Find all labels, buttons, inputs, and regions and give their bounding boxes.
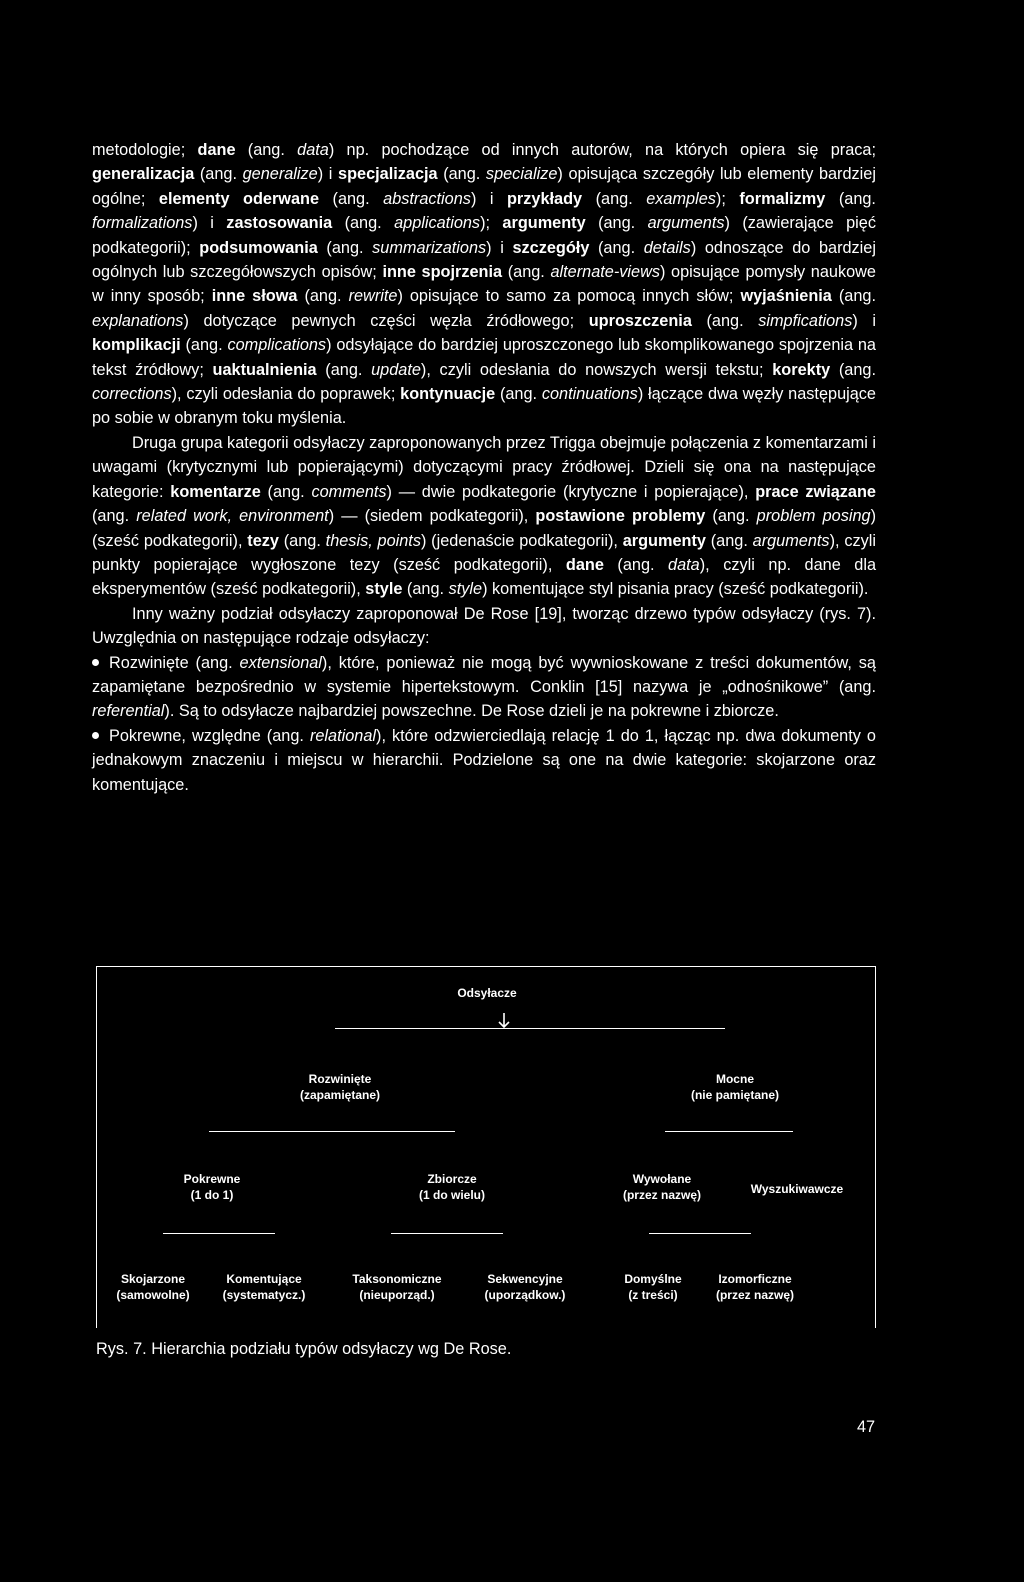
diagram-divider <box>649 1233 751 1234</box>
text-run: ) — (siedem podkategorii), <box>328 507 536 526</box>
text-run: ), czyli odesłania do poprawek; <box>171 385 401 404</box>
diagram-node-skojarzone <box>101 1271 205 1303</box>
term-english: summarizations <box>372 238 487 257</box>
diagram-root-node <box>397 985 577 1001</box>
term-english: related work, environment <box>136 507 329 526</box>
text-run: (ang. <box>316 360 372 379</box>
term-english: alternate-views <box>550 263 660 282</box>
text-run: ), czyli odesłania do nowszych wersji tekstu; <box>420 360 773 379</box>
bullet-dot-icon <box>92 732 99 739</box>
text-run: ) i <box>317 165 339 184</box>
text-run: ), które, ponieważ nie mogą być wywnioskowane z treści dokumentów, są zapamiętane bezpośrednio w systemie hipertekstowym. Conklin [15] nazywa je „odnośnikowe” (ang. <box>92 653 876 696</box>
diagram-node-domyslne <box>613 1271 693 1303</box>
term-bold: tezy <box>247 531 279 550</box>
diagram-node-sublabel: (zapamiętane) <box>299 1088 381 1102</box>
term-english: applications <box>394 214 481 233</box>
text-run: (ang. <box>260 482 312 501</box>
term-bold: argumenty <box>622 531 706 550</box>
term-bold: inne spojrzenia <box>382 263 503 282</box>
diagram-node-sublabel: (przez nazwę) <box>715 1288 794 1302</box>
term-bold: kontynuacje <box>400 385 496 404</box>
text-run: (ang. <box>705 507 757 526</box>
term-bold: przykłady <box>506 189 583 208</box>
diagram-divider <box>391 1233 503 1234</box>
text-run: metodologie; <box>92 141 198 159</box>
term-bold: prace związane <box>755 482 876 501</box>
diagram-node-label: Mocne <box>715 1072 754 1086</box>
bullet-dot-icon <box>92 659 99 666</box>
text-run: (ang. <box>585 214 648 233</box>
text-run: (ang. <box>319 189 384 208</box>
diagram-node-wywolane <box>597 1171 727 1203</box>
term-bold: generalizacja <box>92 165 195 184</box>
text-run: ) odnoszące do bardziej ogólnych lub szczegółowszych opisów; <box>92 238 876 282</box>
text-run: ), które odzwierciedlają relację 1 do 1, łącząc np. dwa dokumenty o jednakowym znaczeniu i miejscu w hierarchii. Podzielone są one na dwie kategorie: skojarzone oraz komentujące. <box>92 726 876 794</box>
text-run: Rozwinięte (ang. <box>109 653 240 672</box>
bullet-item <box>92 724 876 797</box>
text-run: ); <box>480 214 503 233</box>
text-run: (ang. <box>825 189 876 208</box>
diagram-node-label: Wywołane <box>632 1172 692 1186</box>
text-run: ) komentujące styl pisania pracy (sześć podkategorii). <box>482 580 869 599</box>
paragraph <box>92 431 876 602</box>
text-run: (ang. <box>830 360 876 379</box>
text-run: (ang. <box>831 287 876 306</box>
term-english: data <box>297 141 329 159</box>
term-bold: wyjaśnienia <box>740 287 832 306</box>
term-english: arguments <box>752 531 830 550</box>
text-run: (ang. <box>582 189 647 208</box>
term-english: formalizations <box>92 214 193 233</box>
diagram-node-sublabel: (z treści) <box>628 1288 678 1302</box>
term-bold: elementy oderwane <box>158 189 320 208</box>
figure-caption: Rys. 7. Hierarchia podziału typów odsyłaczy wg De Rose. <box>96 1340 512 1358</box>
term-english: continuations <box>541 385 638 404</box>
term-bold: style <box>365 580 403 599</box>
term-english: thesis, points <box>325 531 421 550</box>
text-run: ) i <box>470 189 507 208</box>
text-run: ) — dwie podkategorie (krytyczne i popierające), <box>386 482 756 501</box>
term-english: referential <box>92 702 165 721</box>
diagram-node-label: Taksonomiczne <box>352 1272 442 1286</box>
diagram-divider <box>163 1233 275 1234</box>
text-run: (ang. <box>402 580 449 599</box>
term-english: comments <box>311 482 387 501</box>
diagram-node-label: Odsyłacze <box>457 986 517 1000</box>
text-run: (ang. <box>705 531 753 550</box>
diagram-divider <box>335 1028 725 1029</box>
term-english: abstractions <box>383 189 471 208</box>
text-run: ) opisujące pomysły naukowe w inny sposób; <box>92 263 876 306</box>
term-bold: specjalizacja <box>338 165 438 184</box>
diagram-node-label: Wyszukiwawcze <box>750 1182 844 1196</box>
text-run: (ang. <box>317 238 373 257</box>
term-bold: uproszczenia <box>588 311 692 330</box>
term-english: rewrite <box>348 287 398 306</box>
diagram-node-zbiorcze <box>387 1171 517 1203</box>
diagram-node-sublabel: (1 do 1) <box>190 1188 234 1202</box>
diagram-node-sublabel: (1 do wielu) <box>419 1188 485 1202</box>
term-bold: korekty <box>772 360 831 379</box>
text-run: ) opisująca szczegóły lub elementy bardziej ogólne; <box>92 165 876 208</box>
term-bold: dane <box>565 555 604 574</box>
diagram-divider <box>209 1131 455 1132</box>
diagram-node-sublabel: (nieuporząd.) <box>359 1288 435 1302</box>
term-english: style <box>448 580 483 599</box>
term-english: extensional <box>239 653 322 672</box>
diagram-node-label: Zbiorcze <box>427 1172 477 1186</box>
term-bold: komplikacji <box>92 336 181 355</box>
text-run: ); <box>715 189 740 208</box>
diagram-node-label: Izomorficzne <box>718 1272 792 1286</box>
diagram-node-komentujace <box>205 1271 323 1303</box>
text-run: (ang. <box>495 385 542 404</box>
diagram-node-label: Skojarzone <box>120 1272 186 1286</box>
term-bold: inne słowa <box>211 287 298 306</box>
diagram-node-sublabel: (nie pamiętane) <box>690 1088 780 1102</box>
text-run: (ang. <box>235 141 298 159</box>
term-english: details <box>643 238 691 257</box>
term-english: specialize <box>485 165 558 184</box>
diagram-node-sublabel: (systematycz.) <box>222 1288 306 1302</box>
text-run: (ang. <box>278 531 326 550</box>
diagram-node-sublabel: (przez nazwę) <box>622 1188 701 1202</box>
diagram-node-rozwiniete <box>255 1071 425 1103</box>
diagram-node-pokrewne <box>147 1171 277 1203</box>
text-run: (ang. <box>437 165 486 184</box>
diagram-node-sublabel: (uporządkow.) <box>484 1288 566 1302</box>
text-run: ) np. pochodzące od innych autorów, na których opiera się praca; <box>328 141 876 159</box>
text-run: ) i <box>852 311 876 330</box>
diagram-node-taksonomiczne <box>337 1271 457 1303</box>
text-run: (ang. <box>194 165 243 184</box>
text-run: ) (jedenaście podkategorii), <box>420 531 623 550</box>
text-run: ) dotyczące pewnych części węzła źródłowego; <box>183 311 589 330</box>
term-bold: podsumowania <box>199 238 318 257</box>
diagram-node-label: Domyślne <box>624 1272 682 1286</box>
text-run: ), czyli np. dane dla eksperymentów (sześć podkategorii), <box>92 555 876 599</box>
term-english: problem posing <box>756 507 871 526</box>
diagram-divider <box>665 1131 793 1132</box>
text-run: ), czyli punkty popierające wygłoszone tezy (sześć podkategorii), <box>92 531 876 574</box>
text-run: (ang. <box>332 214 395 233</box>
diagram-node-label: Sekwencyjne <box>487 1272 563 1286</box>
term-english: update <box>371 360 421 379</box>
text-run: ) (sześć podkategorii), <box>92 507 876 550</box>
text-run: (ang. <box>691 311 759 330</box>
diagram-node-sekwencyjne <box>465 1271 585 1303</box>
text-run: Pokrewne, względne (ang. <box>109 726 310 745</box>
diagram-node-wyszukiwawcze <box>727 1181 867 1197</box>
text-run: Inny ważny podział odsyłaczy zaproponował De Rose [19], tworząc drzewo typów odsyłaczy (rys. 7). Uwzględnia on następujące rodzaje odsyłaczy: <box>92 604 876 648</box>
term-bold: postawione problemy <box>535 507 706 526</box>
diagram-node-izomorficzne <box>695 1271 815 1303</box>
term-english: generalize <box>242 165 318 184</box>
term-english: simpfications <box>758 311 853 330</box>
text-run: (ang. <box>297 287 349 306</box>
text-run: (ang. <box>603 555 669 574</box>
text-run: ) i <box>486 238 513 257</box>
diagram-node-label: Pokrewne <box>183 1172 241 1186</box>
term-bold: formalizmy <box>739 189 826 208</box>
text-run: (ang. <box>589 238 644 257</box>
term-english: data <box>668 555 700 574</box>
term-english: arguments <box>647 214 725 233</box>
term-bold: uaktualnienia <box>212 360 317 379</box>
bullet-item <box>92 651 876 724</box>
down-arrow-icon <box>497 1013 511 1029</box>
text-run: ) odsyłające do bardziej uproszczonego lub skomplikowanego spojrzenia na tekst źródłowy; <box>92 336 876 379</box>
text-run: Druga grupa kategorii odsyłaczy zaproponowanych przez Trigga obejmuje połączenia z komentarzami i uwagami (krytycznymi lub popierającymi) dotyczącymi pracy źródłowej. Dzieli się ona na następujące kategorie: <box>92 433 876 501</box>
text-run: ) (zawierające pięć podkategorii); <box>92 214 876 257</box>
diagram-node-label: Rozwinięte <box>308 1072 372 1086</box>
diagram-node-label: Komentujące <box>226 1272 302 1286</box>
paragraph <box>92 138 876 431</box>
term-bold: zastosowania <box>226 214 333 233</box>
term-bold: dane <box>197 141 236 159</box>
term-english: explanations <box>92 311 184 330</box>
text-run: (ang. <box>92 507 137 526</box>
term-english: examples <box>646 189 716 208</box>
text-run: (ang. <box>502 263 551 282</box>
page-number: 47 <box>857 1418 876 1436</box>
diagram-node-mocne <box>645 1071 825 1103</box>
term-bold: argumenty <box>502 214 586 233</box>
diagram-node-sublabel: (samowolne) <box>116 1288 190 1302</box>
link-types-hierarchy-diagram <box>96 966 876 1328</box>
term-bold: szczegóły <box>512 238 590 257</box>
text-run: ) łączące dwa węzły następujące po sobie w obranym toku myślenia. <box>92 385 876 428</box>
text-run: ) i <box>192 214 227 233</box>
paragraph <box>92 602 876 651</box>
term-english: relational <box>309 726 377 745</box>
term-bold: komentarze <box>170 482 261 501</box>
text-run: (ang. <box>180 336 228 355</box>
term-english: complications <box>227 336 327 355</box>
text-run: ). Są to odsyłacze najbardziej powszechne. De Rose dzieli je na pokrewne i zbiorcze. <box>164 702 779 721</box>
term-english: corrections <box>92 385 172 404</box>
body-text <box>92 138 876 797</box>
text-run: ) opisujące to samo za pomocą innych słów; <box>397 287 741 306</box>
